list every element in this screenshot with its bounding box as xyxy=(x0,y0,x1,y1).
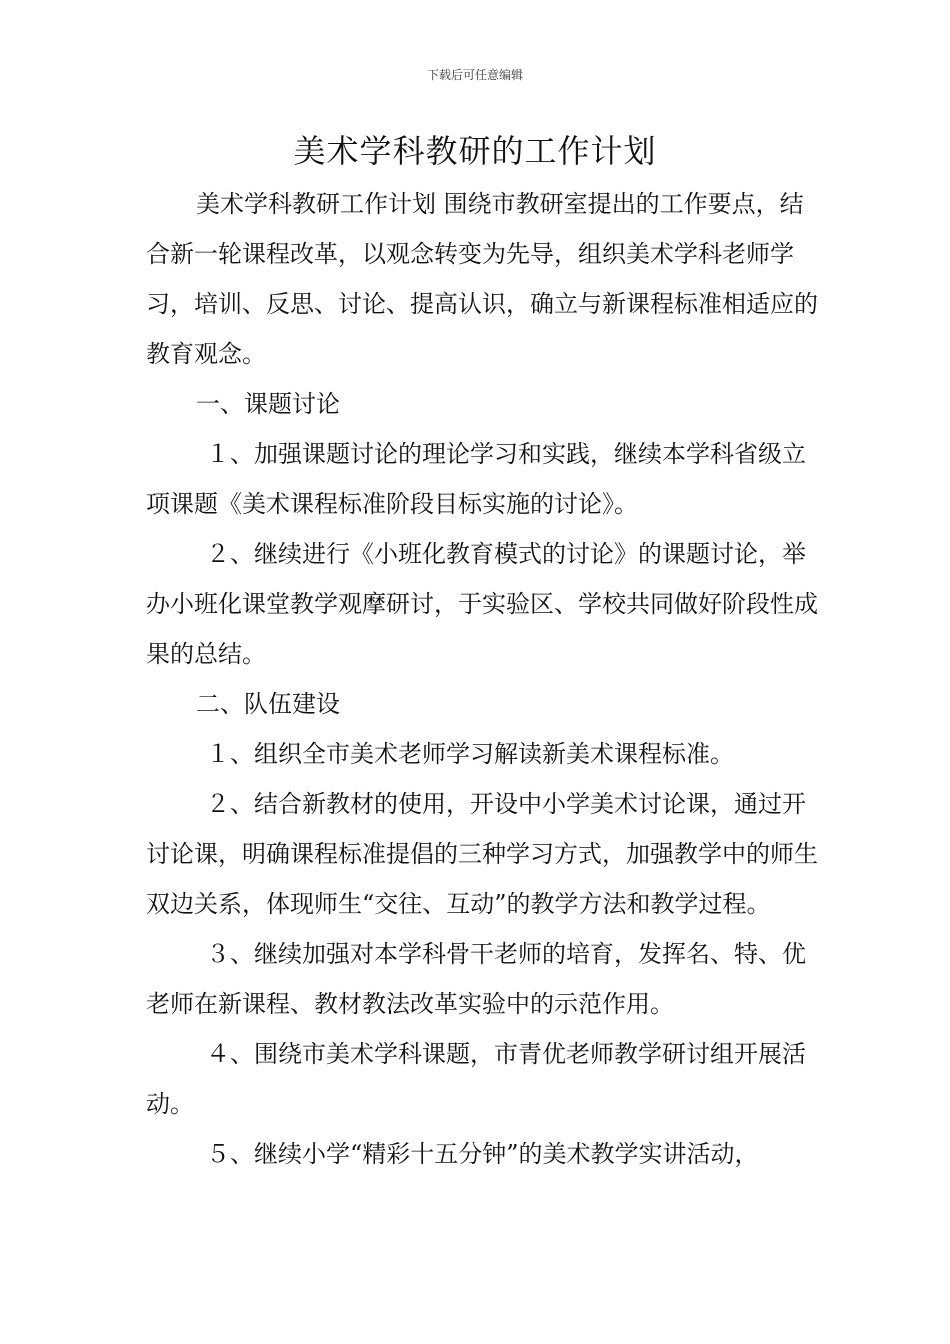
list-item: ４、围绕市美术学科课题，市青优老师教学研讨组开展活动。 xyxy=(146,1040,806,1118)
section-heading-research: 一、课题讨论 xyxy=(196,390,340,418)
list-item: ２、继续进行《小班化教育模式的讨论》的课题讨论，举办小班化课堂教学观摩研讨，于实验区、学校共同做好阶段性成果的总结。 xyxy=(146,540,818,668)
list-item: ３、继续加强对本学科骨干老师的培育，发挥名、特、优老师在新课程、教材教法改革实验中的示范作用。 xyxy=(146,940,806,1018)
header-note: 下载后可任意编辑 xyxy=(426,68,523,82)
list-item: ２、结合新教材的使用，开设中小学美术讨论课，通过开讨论课，明确课程标准提倡的三种学习方式，加强教学中的师生双边关系，体现师生“交往、互动”的教学方法和教学过程。 xyxy=(146,790,818,918)
list-item: １、组织全市美术老师学习解读新美术课程标准。 xyxy=(206,740,734,768)
document-body xyxy=(146,179,826,1179)
intro-paragraph: 美术学科教研工作计划 围绕市教研室提出的工作要点，结合新一轮课程改革，以观念转变为先导，组织美术学科老师学习，培训、反思、讨论、提高认识，确立与新课程标准相适应的教育观念。 xyxy=(146,190,818,368)
list-item: １、加强课题讨论的理论学习和实践，继续本学科省级立项课题《美术课程标准阶段目标实施的讨论》。 xyxy=(146,440,806,518)
section-heading-team: 二、队伍建设 xyxy=(196,690,340,718)
document-title: 美术学科教研的工作计划 xyxy=(293,132,657,170)
list-item: ５、继续小学“精彩十五分钟”的美术教学实讲活动， xyxy=(206,1140,759,1168)
